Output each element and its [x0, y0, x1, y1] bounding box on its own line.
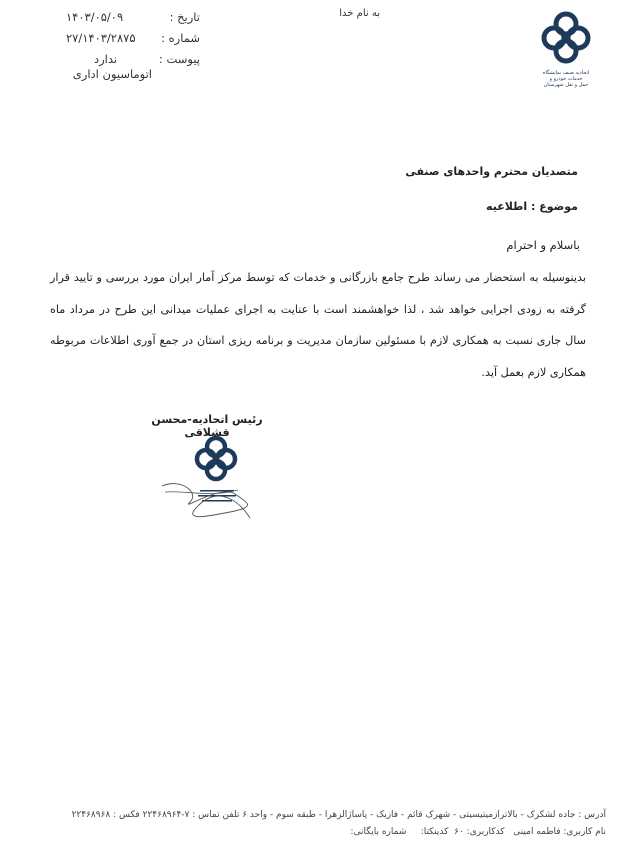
attachment-label: پیوست :: [158, 51, 200, 66]
attachment-row: [66, 48, 200, 69]
attachment-value: ندارد: [94, 51, 118, 66]
footer-fax: فکس : ۲۲۴۶۸۹۶۸: [71, 810, 140, 820]
footer-signer-code: کدینکتا:: [420, 827, 449, 837]
footer-user: نام کاربری: فاطمه امینی: [513, 827, 606, 837]
letter-meta: [66, 6, 200, 69]
footer-contact: [30, 810, 606, 820]
letter-body: بدینوسیله به استحضار می رساند طرح جامع بازرگانی و خدمات که توسط مرکز آمار ایران مورد بررسی و تایید قرار گرفته به زودی اجرایی خواهد شد ، لذا خواهشمند است با عنایت به اجرای عملیات میدانی این طرح در مرداد ماه سال جاری نسبت به همکاری لازم با مسئولین سازمان مدیریت و برنامه ریزی استان در جمع آوری اطلاعات مربوطه همکاری لازم بعمل آید.: [50, 271, 586, 379]
system-name: اتوماسیون اداری: [72, 67, 152, 81]
logo-text-line: اتحادیه صنف نمایشگاه: [542, 70, 590, 76]
signature-stamp-icon: [160, 432, 260, 526]
number-row: [66, 27, 200, 48]
greeting: باسلام و احترام: [506, 238, 580, 252]
recipient: متصدیان محترم واحدهای صنفی: [405, 165, 578, 178]
subject: موضوع : اطلاعیه: [486, 200, 578, 213]
date-value: ۱۴۰۳/۰۵/۰۹: [66, 9, 124, 24]
footer-phone: تلفن تماس : ۷-۲۲۴۶۸۹۶۴: [142, 810, 240, 820]
date-label: تاریخ :: [169, 9, 200, 24]
logo-text-line: خدمات خودرو و: [549, 76, 583, 82]
basmala: به نام خدا: [339, 8, 380, 19]
date-row: [66, 6, 200, 27]
footer-user-code: کدکاربری: ۶۰: [454, 827, 505, 837]
footer-address: آدرس : جاده لشکرک - بالاترازمیتیسیتی - شهرک قائم - فازیک - پاساژالزهرا - طبقه سوم - واحد ۶: [242, 810, 606, 820]
organization-logo: [535, 8, 597, 88]
footer-user-info: [30, 827, 606, 837]
signature-title: رئیس اتحادیه-محسن قشلاقی: [151, 413, 263, 439]
number-label: شماره :: [161, 30, 200, 45]
footer-archive-number: شماره بایگانی:: [350, 827, 407, 837]
stamp-and-signature: [160, 432, 260, 526]
logo-text-line: حمل و نقل شهرستان: [543, 82, 589, 88]
union-emblem-icon: [535, 8, 597, 66]
number-value: ۲۷/۱۴۰۳/۲۸۷۵: [66, 30, 136, 45]
